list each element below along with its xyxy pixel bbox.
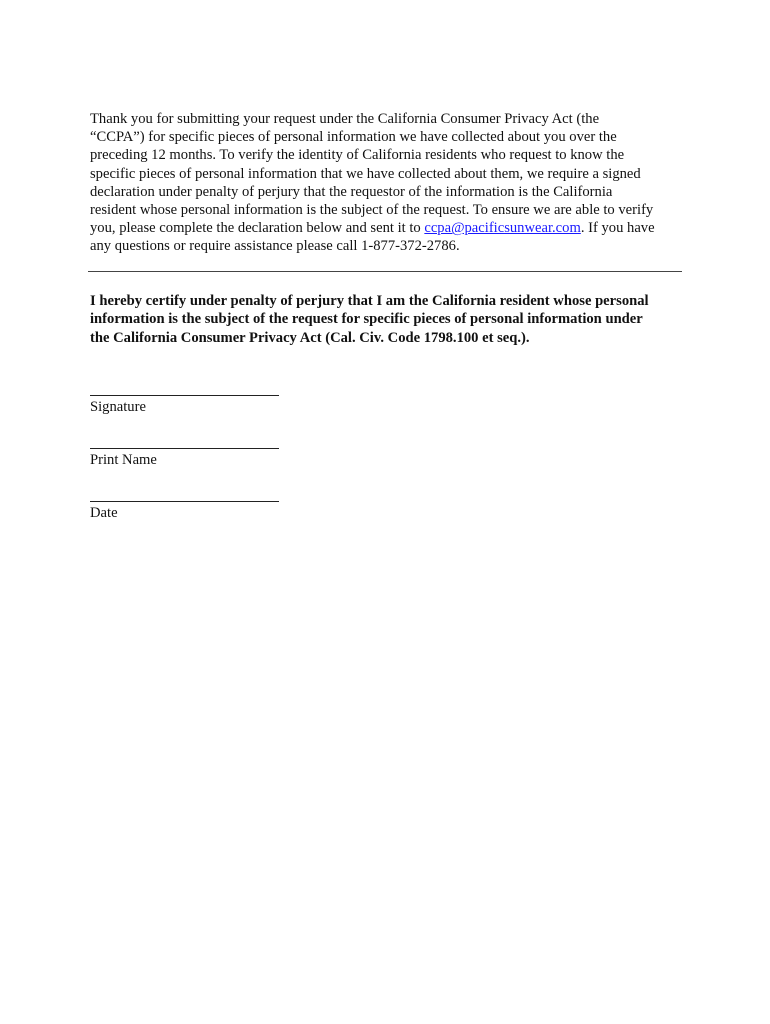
print-name-line[interactable] xyxy=(90,448,279,449)
signature-field xyxy=(90,395,280,416)
intro-line-phone: any questions or require assistance please call 1-877-372-2786. xyxy=(90,238,460,255)
intro-text-after-email: . If you have xyxy=(580,220,655,237)
section-divider xyxy=(88,271,682,272)
intro-line: Thank you for submitting your request under the California Consumer Privacy Act (the xyxy=(90,111,600,127)
date-field xyxy=(90,501,280,522)
signature-line[interactable] xyxy=(90,395,279,396)
date-line[interactable] xyxy=(90,501,279,502)
certification-line: information is the subject of the request for specific pieces of personal information under xyxy=(90,311,643,328)
email-link[interactable]: ccpa@pacificsunwear.com xyxy=(424,220,581,237)
intro-line: “CCPA”) for specific pieces of personal information we have collected about you over the xyxy=(90,129,617,146)
certification-line: the California Consumer Privacy Act (Cal. Civ. Code 1798.100 et seq.). xyxy=(90,329,530,346)
intro-line: resident whose personal information is the subject of the request. To ensure we are able to verify xyxy=(90,202,654,219)
print-name-field xyxy=(90,448,280,469)
print-name-label: Print Name xyxy=(90,452,157,468)
certification-line: I hereby certify under penalty of perjury that I am the California resident whose personal xyxy=(90,293,649,309)
intro-text-before-email: you, please complete the declaration below and sent it to xyxy=(90,220,425,237)
intro-line: specific pieces of personal information that we have collected about them, we require a signed xyxy=(90,165,641,182)
date-label: Date xyxy=(90,505,118,521)
signature-label: Signature xyxy=(90,399,146,415)
intro-line: preceding 12 months. To verify the identity of California residents who request to know the xyxy=(90,147,625,164)
intro-line: declaration under penalty of perjury that the requestor of the information is the California xyxy=(90,183,613,200)
certification-statement xyxy=(90,292,690,347)
intro-line-with-email xyxy=(90,219,690,237)
intro-paragraph xyxy=(90,110,690,256)
